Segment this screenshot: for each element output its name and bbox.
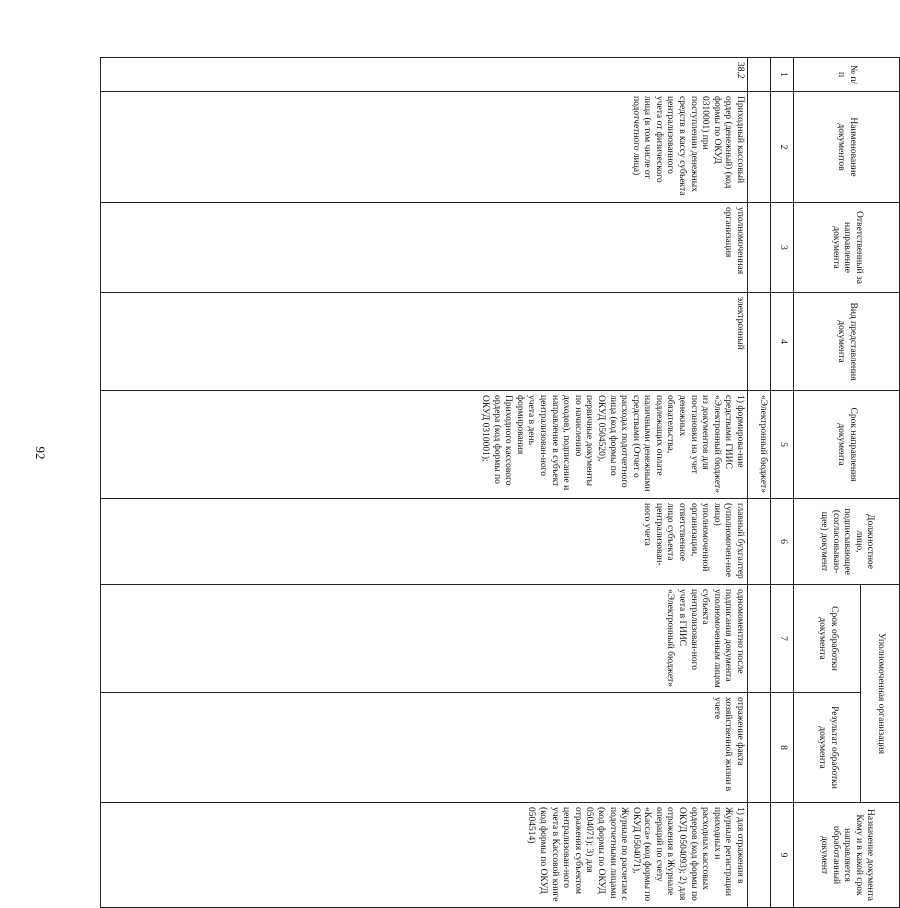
column-number: 3 — [770, 203, 793, 293]
column-number: 7 — [770, 585, 793, 693]
column-number: 9 — [770, 803, 793, 908]
row-processing-result: отражение факта хозяйственной жизни в учете — [101, 693, 748, 803]
header-processing-time: Срок обработки документа — [793, 585, 860, 693]
column-number: 2 — [770, 92, 793, 203]
column-number: 1 — [770, 58, 793, 92]
table-row — [101, 58, 748, 908]
header-document-name: Наименование документов — [793, 92, 899, 203]
previous-row-deadline-text: «Электронный бюджет» — [747, 391, 770, 499]
header-form: Вид представления документа — [793, 293, 899, 391]
column-number: 8 — [770, 693, 793, 803]
row-responsible: уполномоченная организация — [101, 203, 748, 293]
row-form: электронный — [101, 293, 748, 391]
column-number: 4 — [770, 293, 793, 391]
header-processing-result: Результат обработки документа — [793, 693, 860, 803]
column-number-row — [770, 58, 793, 908]
row-purpose: 1) для отражения в Журнале регистрации приходных и расходных кассовых ордеров (код формы по ОКУД 0504093); 2) для отражения в Журнале операций по счету «Касса» (код формы по ОКУД 0504071), Журнале по расчетам с подотчетными лицами (код формы по ОКУД 0504071); 3) для отражения субъектом централизован-ного учета в Кассовой книге (код формы по ОКУД 0504514) — [101, 803, 748, 908]
row-signer: главный бухгалтер (уполномочен-ное лицо) уполномоченной организации, ответственное лицо субъекта централизован-ного учета — [101, 499, 748, 585]
header-deadline: Срок направления документа — [793, 391, 899, 499]
page-number: 92 — [33, 446, 48, 460]
row-number: 38.2 — [101, 58, 748, 92]
header-signer: Должностное лицо, подписывающее (согласовываю-щее) документ — [793, 499, 899, 585]
document-table — [100, 57, 900, 908]
previous-row-continuation — [747, 58, 770, 908]
column-number: 5 — [770, 391, 793, 499]
header-responsible: Ответственный за направление документа — [793, 203, 899, 293]
row-processing-time: одномоментно после подписания документа уполномоченным лицом субъекта централизован-ного учета в ГИИС «Электронный бюджет» — [101, 585, 748, 693]
header-purpose: Назначение документа Кому и в какой срок направляется обработанный документ — [793, 803, 899, 908]
row-deadline: 1) формирова-ние средствами ГИИС «Электронный бюджет» из документов для постановки на учет денежных обязательства, подлежащих оплате наличными денежными средствами (Отчет о расходах подотчетного лица (код формы по ОКУД 0504520), первичные документы по начислению доходов), подписание и направление в субъект централизован-ного учета в день формирования Приходного кассового ордера (код формы по ОКУД 0310001); — [101, 391, 748, 499]
rotated-table-wrapper — [100, 57, 900, 907]
header-authorized-organization: Уполномоченная организация — [861, 585, 900, 803]
header-number: № п/ п — [793, 58, 899, 92]
row-document-name: Приходный кассовый ордер (денежный) (код формы по ОКУД 0310001) при поступлении денежных средств в кассу субъекта централизованного учета от физического лица (в том числе от подотчетного лица) — [101, 92, 748, 203]
column-number: 6 — [770, 499, 793, 585]
